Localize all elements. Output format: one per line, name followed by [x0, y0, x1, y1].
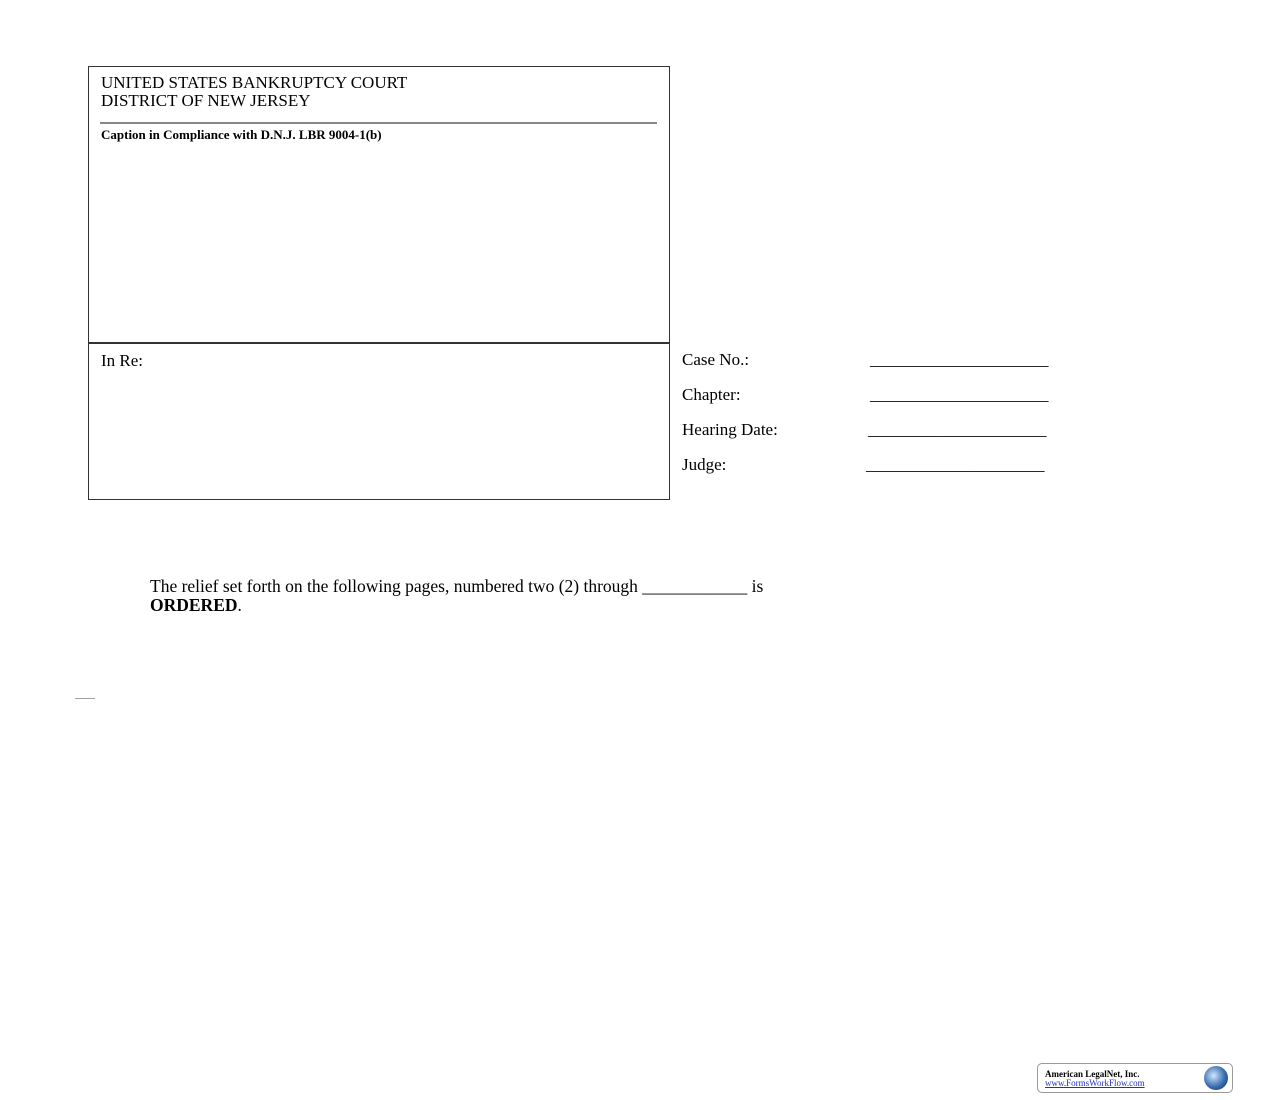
chapter-field[interactable]: _____________________ — [870, 385, 1049, 404]
globe-icon — [1204, 1066, 1228, 1090]
court-line1: UNITED STATES BANKRUPTCY COURT — [101, 73, 408, 92]
relief-statement — [150, 577, 763, 615]
court-line2: DISTRICT OF NEW JERSEY — [101, 91, 311, 110]
logo-url[interactable]: www.FormsWorkFlow.com — [1045, 1078, 1145, 1088]
chapter-label: Chapter: — [682, 385, 741, 404]
caption-divider — [88, 342, 670, 343]
in-re-label: In Re: — [101, 351, 144, 370]
case-no-field[interactable]: _____________________ — [870, 350, 1049, 369]
hearing-date-label: Hearing Date: — [682, 420, 778, 439]
caption-box-bottom — [88, 342, 670, 500]
judge-label: Judge: — [682, 455, 727, 474]
caption-note: Caption in Compliance with D.N.J. LBR 9004-1(b) — [101, 127, 382, 142]
relief-period: . — [237, 595, 242, 615]
ordered-text: ORDERED — [150, 595, 238, 615]
footer-logo[interactable] — [1037, 1063, 1233, 1093]
logo-company: American LegalNet, Inc. — [1045, 1069, 1140, 1079]
dotted-leader: .......... — [75, 692, 95, 701]
case-no-label: Case No.: — [682, 350, 750, 369]
judge-field[interactable]: _____________________ — [866, 455, 1045, 474]
court-name — [101, 74, 407, 110]
relief-text: The relief set forth on the following pages, numbered two (2) through ____________ is — [150, 576, 764, 596]
hearing-date-field[interactable]: _____________________ — [868, 420, 1047, 439]
header-rule — [100, 122, 657, 124]
